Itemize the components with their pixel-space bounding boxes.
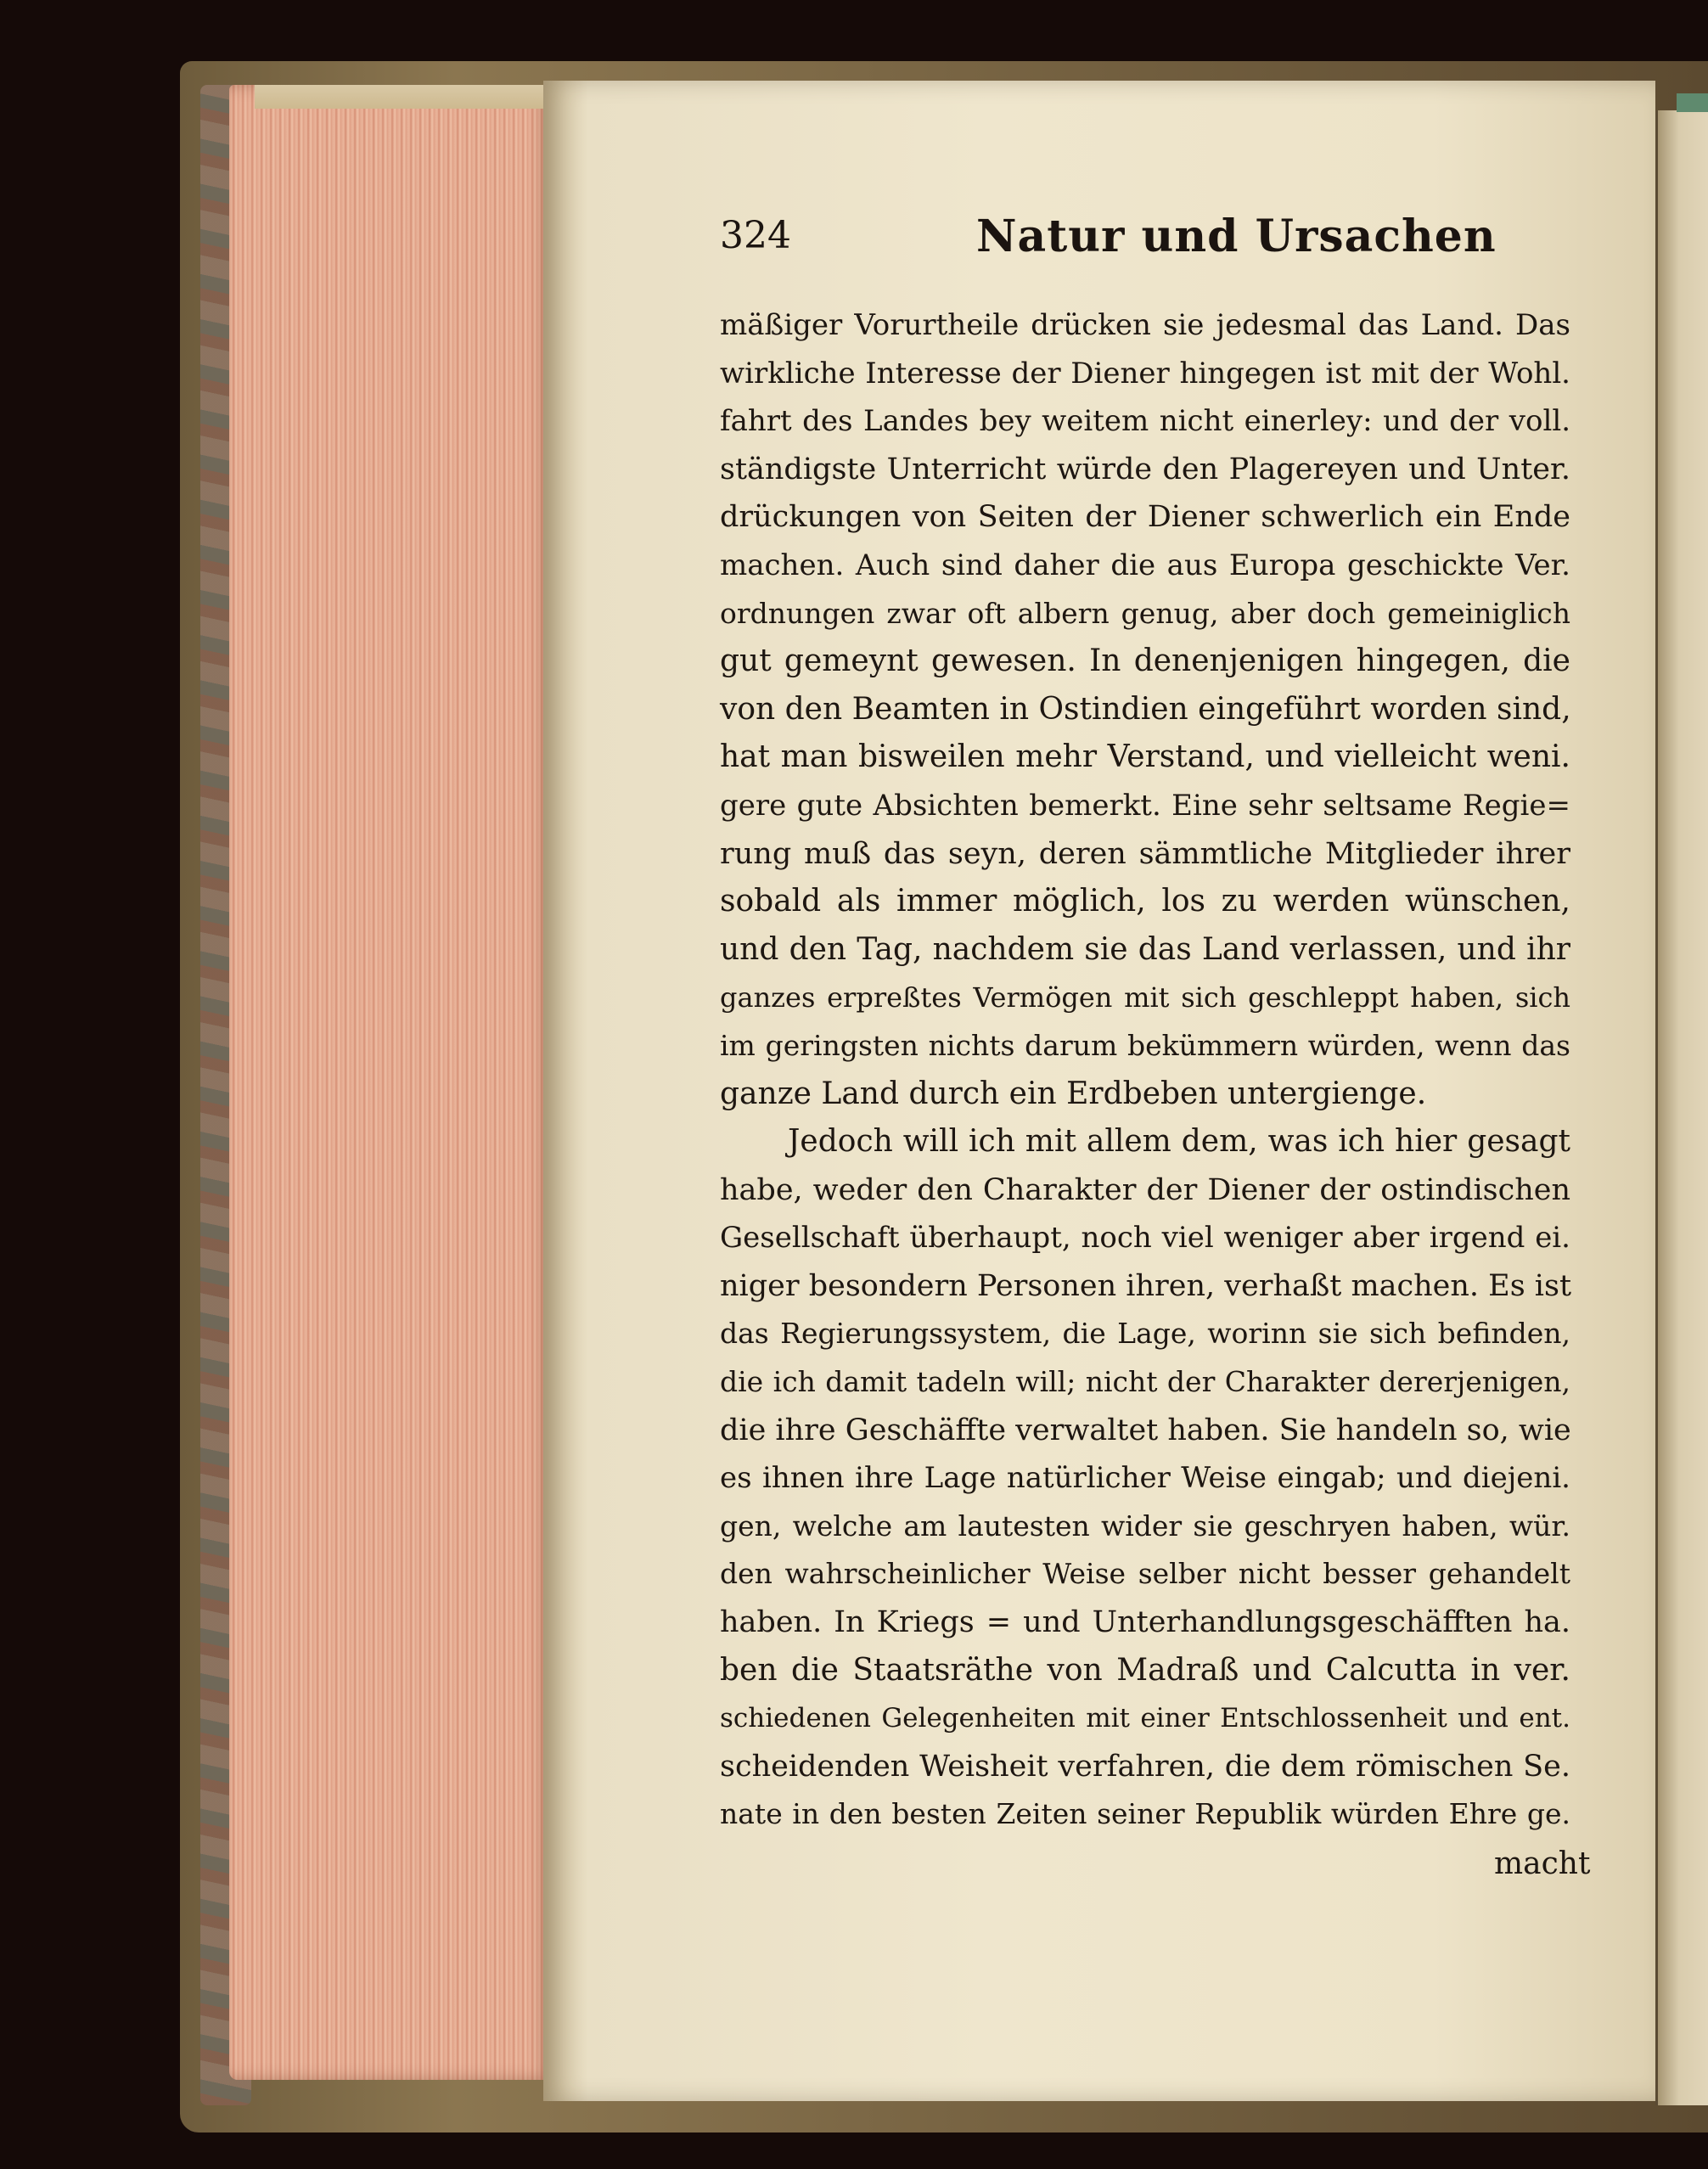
catchword: macht (1494, 1846, 1591, 1881)
text-line: und den Tag, nachdem sie das Land verlassen, und ihr (720, 931, 1570, 967)
text-line: sobald als immer möglich, los zu werden wünschen, (720, 884, 1570, 919)
text-line: hat man bisweilen mehr Verstand, und vielleicht weni. (720, 739, 1570, 775)
page-edges (229, 85, 552, 2080)
text-line: von den Beamten in Ostindien eingeführt worden sind, (720, 691, 1571, 727)
text-line: haben. In Kriegs = und Unterhandlungsgeschäfften ha. (720, 1605, 1570, 1640)
text-line: rung muß das seyn, deren sämmtliche Mitglieder ihrer (720, 836, 1570, 871)
paragraph-start-line: Jedoch will ich mit allem dem, was ich hier gesagt (788, 1124, 1570, 1160)
text-line: ganze Land durch ein Erdbeben untergienge. (720, 1076, 1427, 1111)
text-line: fahrt des Landes bey weitem nicht einerley: und der voll. (720, 404, 1570, 439)
facing-page-edge (1655, 110, 1708, 2105)
text-line: es ihnen ihre Lage natürlicher Weise eingab; und diejeni. (720, 1461, 1570, 1496)
text-line: gere gute Absichten bemerkt. Eine sehr seltsame Regie= (720, 788, 1570, 823)
text-line: habe, weder den Charakter der Diener der ostindischen (720, 1172, 1570, 1207)
text-line: gen, welche am lautesten wider sie geschryen haben, wür. (720, 1509, 1570, 1542)
text-line: ständigste Unterricht würde den Plagereyen und Unter. (720, 452, 1570, 486)
text-line: nate in den besten Zeiten seiner Republik würden Ehre ge. (720, 1797, 1570, 1831)
bookmark-ribbon (1677, 93, 1708, 112)
text-line: wirkliche Interesse der Diener hingegen ist mit der Wohl. (720, 356, 1570, 391)
text-line: niger besondern Personen ihren, verhaßt machen. Es ist (720, 1268, 1572, 1303)
page-number: 324 (720, 214, 791, 257)
text-line: die ihre Geschäffte verwaltet haben. Sie handeln so, wie (720, 1413, 1571, 1447)
text-line: im geringsten nichts darum bekümmern würden, wenn das (720, 1028, 1570, 1062)
text-line: drückungen von Seiten der Diener schwerlich ein Ende (720, 500, 1570, 535)
text-line: den wahrscheinlicher Weise selber nicht besser gehandelt (720, 1557, 1570, 1591)
text-line: machen. Auch sind daher die aus Europa geschickte Ver. (720, 548, 1570, 582)
text-line: die ich damit tadeln will; nicht der Charakter dererjenigen, (720, 1365, 1570, 1399)
text-line: ben die Staatsräthe von Madraß und Calcutta in ver. (720, 1652, 1570, 1688)
text-line: mäßiger Vorurtheile drücken sie jedesmal das Land. Das (720, 308, 1570, 342)
running-head: Natur und Ursachen (976, 211, 1497, 262)
text-line: Gesellschaft überhaupt, noch viel weniger aber irgend ei. (720, 1221, 1570, 1256)
text-line: das Regierungssystem, die Lage, worinn sie sich befinden, (720, 1317, 1570, 1351)
page-body (720, 301, 1570, 1839)
text-line: gut gemeynt gewesen. In denenjenigen hingegen, die (720, 643, 1570, 679)
text-line: schiedenen Gelegenheiten mit einer Entschlossenheit und ent. (720, 1703, 1570, 1734)
text-line: scheidenden Weisheit verfahren, die dem römischen Se. (720, 1749, 1570, 1784)
page-edges-top (255, 85, 552, 109)
text-line: ordnungen zwar oft albern genug, aber doch gemeiniglich (720, 596, 1570, 630)
text-line: ganzes erpreßtes Vermögen mit sich geschleppt haben, sich (720, 981, 1570, 1014)
